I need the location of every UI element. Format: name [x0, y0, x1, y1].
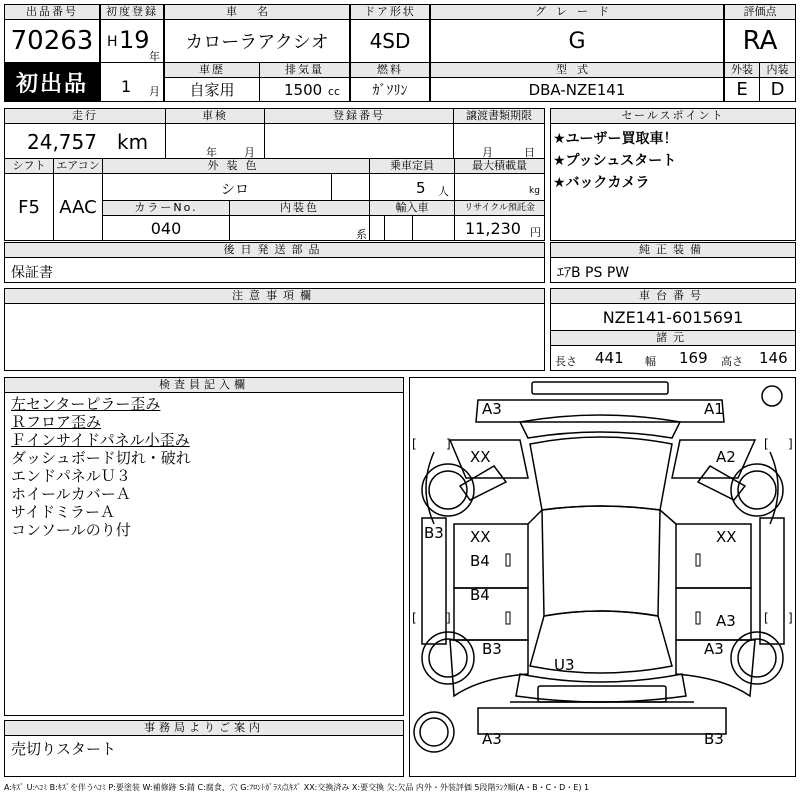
car-name: カローラアクシオ [164, 19, 350, 63]
damage-mark-rear-right: B3 [704, 730, 724, 748]
width-value: 169 [679, 349, 708, 367]
displacement-label: 排気量 [259, 62, 350, 78]
office-notice-label: 事務局よりご案内 [4, 720, 404, 736]
month-unit: 月 [149, 85, 160, 98]
exterior-score: E [724, 77, 760, 102]
inspector-note-6: ホイールカバーＡ [11, 485, 131, 503]
bracket-left-bottom-close: ] [446, 611, 451, 625]
interior-color-label: 内装色 [229, 200, 370, 216]
registration-year: 19 [119, 26, 150, 54]
model-label: 型式 [430, 62, 724, 78]
exterior-label: 外装 [724, 62, 760, 78]
capacity-unit: 人 [438, 185, 449, 198]
inspection-month-unit: 月 [244, 146, 255, 159]
selling-points-box [550, 123, 796, 241]
model-code: DBA-NZE141 [430, 77, 724, 102]
chassis-number: NZE141-6015691 [550, 303, 796, 331]
car-history: 自家用 [164, 77, 260, 102]
door-label: ドア形状 [350, 4, 430, 20]
exterior-color-cell [102, 173, 370, 201]
import-label: 輸入車 [369, 200, 455, 216]
door-type: 4SD [350, 19, 430, 63]
bracket-left-bottom-open: [ [412, 611, 417, 625]
inspector-note-4: ダッシュボード切れ・破れ [11, 449, 191, 467]
color-number-label: カラーNo. [102, 200, 230, 216]
grade: G [430, 19, 724, 63]
interior-color-cell [229, 215, 370, 241]
transfer-deadline-cell [453, 123, 545, 159]
bracket-right-top-close: ] [788, 437, 793, 451]
fuel-type: ｶﾞｿﾘﾝ [350, 77, 430, 102]
damage-mark-front-left: A3 [482, 400, 502, 418]
damage-mark-right-rear-fender: A3 [704, 640, 724, 658]
registration-month-cell [100, 62, 164, 102]
mileage: 24,757 [27, 130, 97, 154]
car-diagram [409, 377, 796, 777]
later-parts-label: 後日発送部品 [4, 242, 545, 258]
year-unit: 年 [149, 50, 160, 63]
registration-era: H [107, 34, 118, 50]
lot-number-label: 出品番号 [4, 4, 100, 20]
bracket-right-bottom-open: [ [764, 611, 769, 625]
length-label: 長さ [555, 355, 577, 368]
damage-mark-left-rear-door: B4 [470, 586, 490, 604]
max-load-cell [454, 173, 545, 201]
interior-color-unit: 系 [356, 228, 367, 241]
recycle-unit: 円 [530, 226, 541, 239]
damage-mark-left-front-door-2: B4 [470, 552, 490, 570]
bracket-right-top-open: [ [764, 437, 769, 451]
first-registration-cell [100, 19, 164, 63]
inspector-notes-box [4, 392, 404, 716]
import-divider-a [384, 216, 385, 240]
exterior-color: シロ [221, 182, 249, 198]
transfer-month-unit: 月 [482, 146, 493, 159]
selling-points-label: セールスポイント [550, 108, 796, 124]
equipment-label: 純正装備 [550, 242, 796, 258]
grade-label: グレード [430, 4, 724, 20]
max-load-unit: kg [529, 186, 540, 196]
inspector-note-8: コンソールのり付 [11, 521, 131, 539]
capacity: 5 [416, 179, 426, 197]
score-label: 評価点 [724, 4, 796, 20]
mileage-label: 走行 [4, 108, 166, 124]
mileage-cell [4, 123, 166, 159]
notes-label: 注意事項欄 [4, 288, 545, 304]
damage-mark-left-front-door: XX [470, 528, 491, 546]
damage-mark-left-rear-fender: B3 [482, 640, 502, 658]
equipment-value: ｴｱB PS PW [557, 265, 630, 281]
color-box [331, 174, 332, 200]
height-label: 高さ [721, 355, 743, 368]
shift: F5 [4, 173, 54, 241]
first-registration-label: 初度登録 [100, 4, 164, 20]
inspection-year-unit: 年 [206, 146, 217, 159]
damage-mark-rear-left: A3 [482, 730, 502, 748]
width-label: 幅 [645, 355, 656, 368]
interior-score: D [759, 77, 796, 102]
transfer-deadline-label: 譲渡書類期限 [453, 108, 545, 124]
damage-mark-left-fender: XX [470, 448, 491, 466]
displacement-cell [259, 77, 350, 102]
bracket-left-top-open: [ [412, 437, 417, 451]
length-value: 441 [595, 349, 624, 367]
import-cell [369, 215, 455, 241]
height-value: 146 [759, 349, 788, 367]
inspector-note-1: 左センターピラー歪み [11, 395, 161, 413]
damage-mark-rear-deck: U3 [554, 656, 575, 674]
inspector-note-7: サイドミラーＡ [11, 503, 115, 521]
transfer-day-unit: 日 [524, 146, 535, 159]
history-label: 車歴 [164, 62, 260, 78]
bracket-right-bottom-close: ] [788, 611, 793, 625]
interior-label: 内装 [759, 62, 796, 78]
selling-point-3: ★バックカメラ [553, 175, 650, 191]
lot-number: 70263 [4, 19, 100, 63]
color-number: 040 [102, 215, 230, 241]
ac-label: エアコン [53, 158, 103, 174]
legend-text: A:ｷｽﾞ U:ﾍｺﾐ B:ｷｽﾞを伴うﾍｺﾐ P:要塗装 W:補修跡 S:錆 C:腐食、穴 G:ﾌﾛﾝﾄｶﾞﾗｽ点ｷｽﾞ XX:交換済み X:要交換 欠:欠品 内外・外装評価 5段階ﾗﾝｸ順(A・B・C・D・E) 1 [4, 783, 590, 792]
mileage-unit: km [117, 130, 149, 154]
damage-mark-left-sill: B3 [424, 524, 444, 542]
dimensions-label: 諸元 [550, 330, 796, 346]
inspector-note-3: Ｆインサイドパネル小歪み [11, 431, 190, 449]
displacement: 1500 [284, 81, 323, 99]
bracket-left-top-close: ] [446, 437, 451, 451]
equipment-box [550, 257, 796, 283]
chassis-number-label: 車台番号 [550, 288, 796, 304]
notes-box [4, 303, 545, 371]
later-parts-value: 保証書 [11, 265, 53, 281]
shift-label: シフト [4, 158, 54, 174]
max-load-label: 最大積載量 [454, 158, 545, 174]
damage-mark-right-front-door: XX [716, 528, 737, 546]
inspector-note-5: エンドパネルＵ３ [11, 467, 131, 485]
first-listing-badge: 初出品 [4, 62, 100, 102]
exterior-color-label: 外装色 [102, 158, 370, 174]
recycle-deposit-label: リサイクル預託金 [454, 200, 545, 216]
dimensions-box [550, 345, 796, 371]
later-parts-box [4, 257, 545, 283]
fuel-label: 燃料 [350, 62, 430, 78]
damage-mark-right-fender: A2 [716, 448, 736, 466]
inspector-notes-label: 検査員記入欄 [4, 377, 404, 393]
air-conditioner: AAC [53, 173, 103, 241]
car-name-label: 車名 [164, 4, 350, 20]
overall-score: RA [724, 19, 796, 63]
import-divider-b [412, 216, 413, 240]
inspector-note-2: Ｒフロア歪み [11, 413, 102, 431]
office-notice-value: 売切りスタート [11, 740, 117, 758]
office-notice-box [4, 735, 404, 777]
displacement-unit: cc [328, 85, 341, 98]
door-handles [506, 554, 700, 624]
inspection-label: 車検 [165, 108, 265, 124]
selling-point-1: ★ユーザー買取車！ [553, 131, 678, 147]
registration-month: 1 [121, 77, 132, 96]
recycle-deposit: 11,230 [465, 219, 521, 238]
damage-mark-right-rear-door: A3 [716, 612, 736, 630]
inspection-cell [165, 123, 265, 159]
selling-point-2: ★プッシュスタート [553, 153, 677, 169]
recycle-deposit-cell [454, 215, 545, 241]
registration-number-label: 登録番号 [264, 108, 454, 124]
capacity-label: 乗車定員 [369, 158, 455, 174]
damage-mark-front-right: A1 [704, 400, 724, 418]
capacity-cell [369, 173, 455, 201]
registration-number-cell [264, 123, 454, 159]
